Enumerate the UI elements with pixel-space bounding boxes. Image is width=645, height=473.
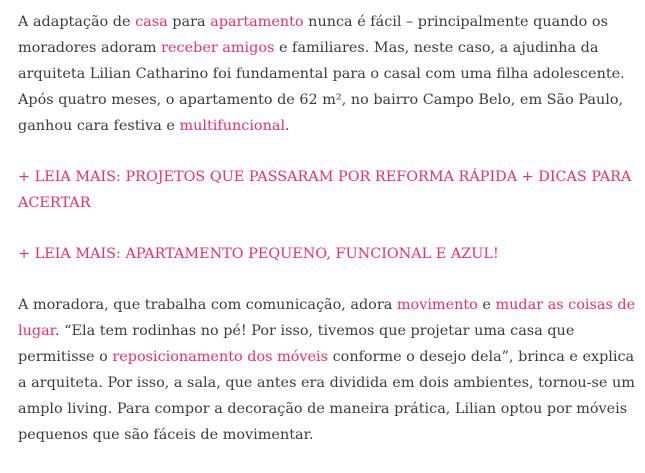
paragraph-line	[18, 9, 633, 35]
intro-paragraph	[18, 9, 633, 139]
text: permitisse o	[18, 349, 113, 365]
paragraph-line: pequenos que são fáceis de movimentar.	[18, 427, 314, 443]
paragraph-line: Após quatro meses, o apartamento de 62 m², no bairro Campo Belo, em São Paulo,	[18, 92, 624, 108]
text: A moradora, que trabalha com comunicação, adora	[18, 297, 397, 313]
text: para	[167, 14, 211, 30]
paragraph-line	[18, 292, 636, 318]
text: conforme o desejo dela”, brinca e explica	[328, 349, 635, 365]
link-lugar[interactable]: lugar	[18, 323, 55, 339]
paragraph-line: amplo living. Para compor a decoração de maneira prática, Lilian optou por móveis	[18, 401, 628, 417]
text: nunca é fácil – principalmente quando os	[303, 14, 608, 30]
leia-mais-link-reforma[interactable]	[18, 164, 633, 216]
paragraph-line: arquiteta Lilian Catharino foi fundamental para o casal com uma filha adolescente.	[18, 66, 625, 82]
paragraph-line: a arquiteta. Por isso, a sala, que antes era dividida em dois ambientes, tornou-se um	[18, 375, 635, 391]
link-casa[interactable]: casa	[135, 14, 168, 30]
link-multifuncional[interactable]: multifuncional	[179, 118, 286, 134]
leia-mais-line[interactable]: ACERTAR	[18, 195, 91, 211]
paragraph-line	[18, 344, 633, 370]
link-receber-amigos[interactable]: receber amigos	[161, 40, 275, 56]
text: . “Ela tem rodinhas no pé! Por isso, tivemos que projetar uma casa que	[54, 323, 575, 339]
text: A adaptação de	[18, 14, 136, 30]
second-paragraph	[18, 292, 636, 448]
paragraph-line	[18, 318, 633, 344]
text: e familiares. Mas, neste caso, a ajudinha da	[274, 40, 599, 56]
text: ganhou cara festiva e	[18, 118, 180, 134]
link-movimento[interactable]: movimento	[396, 297, 478, 313]
paragraph-line	[18, 113, 633, 139]
paragraph-line	[18, 35, 633, 61]
leia-mais-line[interactable]: + LEIA MAIS: APARTAMENTO PEQUENO, FUNCIONAL E AZUL!	[18, 246, 499, 262]
leia-mais-link-apartamento-azul[interactable]	[18, 241, 633, 267]
link-mudar-as-coisas-de-lugar[interactable]: mudar as coisas de	[495, 297, 636, 313]
text: moradores adoram	[18, 40, 162, 56]
link-reposicionamento-dos-moveis[interactable]: reposicionamento dos móveis	[112, 349, 329, 365]
text: .	[285, 118, 290, 134]
leia-mais-line[interactable]: + LEIA MAIS: PROJETOS QUE PASSARAM POR REFORMA RÁPIDA + DICAS PARA	[18, 169, 632, 185]
text: e	[477, 297, 496, 313]
link-apartamento[interactable]: apartamento	[210, 14, 304, 30]
